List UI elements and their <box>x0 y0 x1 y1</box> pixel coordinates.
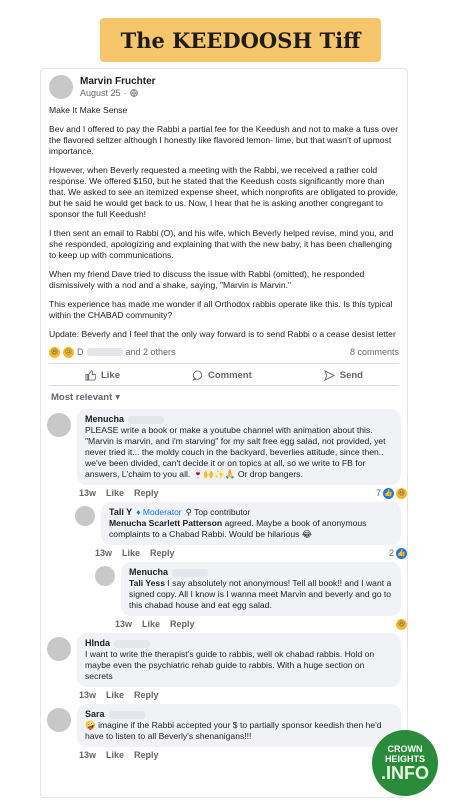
comment-time[interactable]: 13w <box>79 488 97 498</box>
post-paragraph: Update: Beverly and I feel that the only way forward is to send Rabbi o a cease desist letter <box>49 329 396 339</box>
commenter-avatar[interactable] <box>95 566 115 586</box>
post-paragraph: Make It Make Sense <box>49 105 128 115</box>
comment-body: I say absolutely not anonymous! Tell all book!! and I want a signed copy. All I know is I wanna meet Marvin and beverly and go to this chabad house and eat egg salad. <box>129 578 392 610</box>
comment-text <box>109 518 393 540</box>
like-reaction-icon: 👍 <box>383 488 394 499</box>
reactions-row <box>41 344 407 360</box>
comment-like-button[interactable]: Like <box>142 619 161 629</box>
top-contributor-badge: ⚲ Top contributor <box>185 507 251 517</box>
commenter-name-text: Sara <box>85 709 105 719</box>
post-meta <box>80 88 156 98</box>
logo-line-2: HEIGHTS <box>384 754 425 764</box>
send-button[interactable] <box>324 370 363 381</box>
reply-comment <box>89 562 407 616</box>
comment-like-button[interactable]: Like <box>106 690 125 700</box>
commenter-name[interactable] <box>85 638 393 649</box>
comment-meta <box>41 485 407 499</box>
comment-bubble <box>77 409 401 485</box>
commenter-name-text: Menucha <box>129 567 169 577</box>
post-paragraph: Bev and I offered to pay the Rabbi a partial fee for the Keedush and not to make a fuss over the flavored seltzer although I honestly like flavored lemon- lime, but that wasn't of upmost importance. <box>49 124 399 156</box>
reaction-count-text: 2 <box>388 548 394 558</box>
comment-meta <box>41 687 407 701</box>
haha-reaction-icon: 😆 <box>49 347 60 358</box>
post-author[interactable]: Marvin Fruchter <box>80 76 156 87</box>
comment-icon <box>192 370 203 381</box>
post-paragraph: I then sent an email to Rabbi (O), and his wife, which Beverly helped revise, mind you, and she responded, apologizing and explaining that with the new baby, it has been challenging to keep up with communications. <box>49 228 394 260</box>
author-block <box>80 76 156 98</box>
redacted-name <box>109 711 145 719</box>
haha-reaction-icon: 😆 <box>396 619 407 630</box>
action-bar <box>41 367 407 384</box>
reactor-initial: D <box>77 347 84 357</box>
like-button[interactable] <box>85 370 120 381</box>
commenter-name[interactable] <box>85 414 393 425</box>
globe-icon <box>130 89 138 97</box>
post-date[interactable]: August 25 <box>80 88 121 98</box>
reactions-summary[interactable] <box>49 347 176 358</box>
post-body <box>41 99 407 340</box>
reaction-count-text: 7 <box>375 488 381 498</box>
chevron-down-icon: ▾ <box>115 392 121 403</box>
comment-time[interactable]: 13w <box>79 690 97 700</box>
commenter-avatar[interactable] <box>47 637 71 661</box>
commenter-name-text: Menucha <box>85 414 125 424</box>
comment-reply-button[interactable]: Reply <box>134 690 159 700</box>
comment-meta <box>41 545 407 559</box>
comment-reaction-count[interactable] <box>389 548 407 559</box>
commenter-avatar[interactable] <box>47 413 71 437</box>
mention-tag[interactable]: Tali Yess <box>129 578 165 588</box>
post-paragraph: This experience has made me wonder if all Orthodox rabbis operate like this. Is this typical within the CHABAD community? <box>49 299 393 320</box>
comment-text <box>129 578 393 611</box>
banner-title: The KEEDOOSH Tiff <box>120 27 361 53</box>
commenter-name[interactable] <box>129 567 393 578</box>
comment-time[interactable]: 13w <box>95 548 113 558</box>
comment-text: 🤪 imagine if the Rabbi accepted your $ to partially sponsor keedish then he'd have to listen to all Beverly's shenanigans!!! <box>85 720 382 741</box>
send-icon <box>324 370 335 381</box>
redacted-name <box>172 569 208 577</box>
comment-bubble <box>101 502 401 545</box>
meta-dot: · <box>123 88 127 98</box>
divider <box>49 363 399 364</box>
commenter-avatar[interactable] <box>75 506 95 526</box>
comment-text: PLEASE write a book or make a youtube channel with animation about this. "Marvin is marvin, and i'm starving" for my salt free egg salad, not provided, yet never tried it... the moldy couch in the backyard, beverlies attitude, since then.. we've been divided, can't decide it or on topics at all, so we write to FB for answers, L'chaim to you all. 🍷🙌✨🙏 Or drop bangers. <box>85 425 386 479</box>
comment-body: agreed. Maybe a book of anonymous complaints to a Chabad Rabbi. Would be hilarious 😂 <box>109 518 367 539</box>
comment-bubble <box>77 633 401 687</box>
logo-line-1: CROWN <box>387 744 423 754</box>
mention-tag[interactable]: Menucha Scarlett Patterson <box>109 518 223 528</box>
reactions-text: and 2 others <box>125 347 176 357</box>
commenter-name-text: Tali Y <box>109 507 133 517</box>
comment-button[interactable] <box>192 370 252 381</box>
post-paragraph: When my friend Dave tried to discuss the issue with Rabbi (omitted), he responded dismissively with a nod and a shake, saying, "Marvin is Marvin." <box>49 269 365 290</box>
title-banner <box>100 18 381 62</box>
sort-dropdown[interactable] <box>41 389 407 406</box>
reply-comment <box>69 502 407 545</box>
commenter-avatar[interactable] <box>47 708 71 732</box>
comment-time[interactable]: 13w <box>115 619 133 629</box>
comment-meta <box>41 616 407 630</box>
moderator-text: Moderator <box>142 507 182 517</box>
like-label: Like <box>100 370 120 381</box>
comment <box>41 704 407 747</box>
comment-like-button[interactable]: Like <box>106 750 125 760</box>
redacted-name <box>87 348 123 356</box>
comment-like-button[interactable]: Like <box>122 548 141 558</box>
comment-reply-button[interactable]: Reply <box>150 548 175 558</box>
commenter-name-text: HInda <box>85 638 111 648</box>
comments-count[interactable]: 8 comments <box>349 347 399 357</box>
comment-reaction-count[interactable] <box>396 619 407 630</box>
like-reaction-icon: 👍 <box>396 548 407 559</box>
facebook-post-card <box>40 68 408 798</box>
comment-bubble <box>121 562 401 616</box>
comment-reaction-count[interactable] <box>376 488 407 499</box>
comment-like-button[interactable]: Like <box>106 488 125 498</box>
logo-line-3: .INFO <box>381 763 429 783</box>
comment <box>41 409 407 485</box>
moderator-badge: ♦ Moderator <box>136 507 182 517</box>
comment-time[interactable]: 13w <box>79 750 97 760</box>
comment-bubble <box>77 704 401 747</box>
comment <box>41 633 407 687</box>
haha-reaction-icon: 😆 <box>396 488 407 499</box>
comment-reply-button[interactable]: Reply <box>134 488 159 498</box>
commenter-name[interactable] <box>85 709 393 720</box>
comment-label: Comment <box>207 370 252 381</box>
post-paragraph: However, when Beverly requested a meeting with the Rabbi, we received a rather cold response. We offered $150, but he stated that the Keedush costs significantly more than that. We asked to see an itemized expense sheet, which nonprofits are obligated to provide, but he said he would get back to us. Now, I hear that he is asking another congregant to sponsor the full Keedush! <box>49 165 399 219</box>
post-header <box>41 69 407 99</box>
sort-label: Most relevant <box>51 392 113 403</box>
comment-reply-button[interactable]: Reply <box>170 619 195 629</box>
thumbs-up-icon <box>85 370 96 381</box>
send-label: Send <box>339 370 363 381</box>
redacted-name <box>114 640 150 648</box>
author-avatar[interactable] <box>49 75 73 99</box>
top-contributor-text: Top contributor <box>194 507 251 517</box>
comment-reply-button[interactable]: Reply <box>134 750 159 760</box>
commenter-name[interactable] <box>109 507 393 518</box>
sad-reaction-icon: 😢 <box>63 347 74 358</box>
redacted-name <box>128 416 164 424</box>
comment-meta <box>41 747 407 761</box>
comment-text: I want to write the therapist's guide to rabbis, well ok chabad rabbis. Hold on maybe even the psychiatric rehab guide to rabbis. With a huge section on secrets <box>85 649 375 681</box>
crown-heights-logo <box>372 730 438 796</box>
divider <box>49 385 399 386</box>
